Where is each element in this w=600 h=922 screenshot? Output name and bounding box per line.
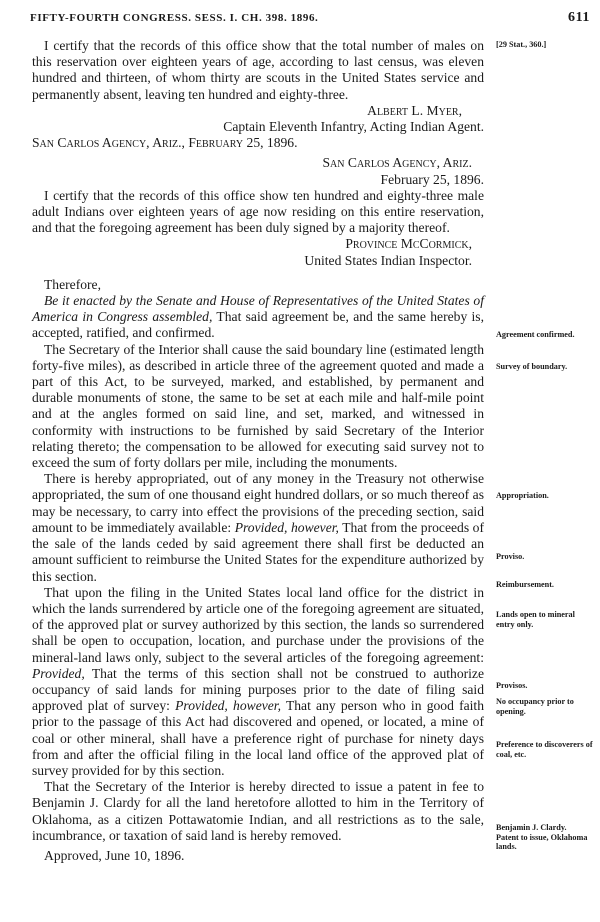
lands-text-3: That any person who in good faith prior to the passage of this Act had discovered and opened, or located, a mine of coal or other mineral, shall have a preference right of purchase for ninety days from and after the official filing in the local land office of the approved plat of survey provided for by this section. xyxy=(32,698,484,778)
margin-note-appropriation: Appropriation. xyxy=(496,491,549,500)
running-head: FIFTY-FOURTH CONGRESS. SESS. I. CH. 398. 1896. xyxy=(30,12,319,24)
page-number: 611 xyxy=(567,10,590,25)
approval-line: Approved, June 10, 1896. xyxy=(44,847,185,863)
survey-paragraph: The Secretary of the Interior shall cause the said boundary line (estimated length forty-five miles), as described in article three of the agreement quoted and made a part of this Act, to be surveyed, marked, and established, by permanent and durable monuments of stone, the same to be set at each mile and half-mile point and at the angles formed on said line, and set, marked, and witnessed in conformity with instructions to be furnished by said Secretary of the Interior relating thereto; the compensation to be allowed for executing said survey not to exceed the sum of forty dollars per mile, including the monuments. xyxy=(32,341,484,471)
margin-note-clardy xyxy=(496,823,594,852)
place-date-1: San Carlos Agency, Ariz., February 25, 1896. xyxy=(32,135,298,151)
lands-text-1: That upon the filing in the United States local land office for the district in which the lands surrendered by article one of the foregoing agreement are situated, of the approved plat or survey authorized by this section, the lands so surrendered shall be open to occupation, location, and purchase under the provisions of the mineral-land laws only, subject to the several articles of the foregoing agreement: xyxy=(32,584,484,665)
certificate-paragraph-1: I certify that the records of this office show that the total number of males on this reservation over eighteen years of age, according to last census, was eleven hundred and thirteen, of whom thirty are scouts in the United States service and permanently absent, leaving ten hundred and eighty-three. xyxy=(32,38,484,102)
appropriation-proviso: Provided, however, xyxy=(234,519,339,535)
appropriation-text-1: There is hereby appropriated, out of any money in the Treasury not otherwise appropriated, the sum of one thousand eight hundred dollars, or so much thereof as may be necessary, to carry into effect the provisions of the preceding section, said amount to be immediately available: xyxy=(32,471,484,535)
enacting-clause xyxy=(32,293,484,342)
appropriation-text-2: That from the proceeds of the sale of the lands ceded by said agreement there shall first be deducted an amount sufficient to reimburse the United States for the expenditure authorized by this section. xyxy=(32,519,484,584)
margin-note-clardy-name: Benjamin J. Clardy. xyxy=(496,823,567,832)
signature-1-name: Albert L. Myer, xyxy=(367,102,462,118)
margin-note-survey: Survey of boundary. xyxy=(496,362,568,371)
lands-proviso-1: Provided, xyxy=(32,665,85,681)
signature-2-title: United States Indian Inspector. xyxy=(304,252,472,268)
margin-note-no-occupancy: No occupancy prior to opening. xyxy=(496,697,574,716)
margin-note-agreement: Agreement confirmed. xyxy=(496,330,575,339)
margin-note-lands-open: Lands open to mineral entry only. xyxy=(496,610,575,629)
place-2: San Carlos Agency, Ariz. xyxy=(322,155,472,171)
date-2: February 25, 1896. xyxy=(380,171,484,187)
lands-text-2: That the terms of this section shall not be construed to authorize occupancy of said lands for mining purposes prior to the date of filing said approved plat of survey: xyxy=(32,665,484,714)
therefore-line: Therefore, xyxy=(44,276,101,292)
main-text xyxy=(32,38,484,864)
lands-proviso-2: Provided, however, xyxy=(175,698,281,714)
signature-1-title: Captain Eleventh Infantry, Acting Indian Agent. xyxy=(223,119,484,135)
lands-paragraph xyxy=(32,585,484,779)
appropriation-paragraph xyxy=(32,471,484,584)
certificate-paragraph-2: I certify that the records of this office show ten hundred and eighty-three male adult Indians over eighteen years of age now residing on this entire reservation, and that the foregoing agreement has been duly signed by a majority thereof. xyxy=(32,187,484,236)
margin-note-preference: Preference to discoverers of coal, etc. xyxy=(496,740,593,759)
margin-note-reimbursement: Reimbursement. xyxy=(496,580,554,589)
clardy-paragraph: That the Secretary of the Interior is hereby directed to issue a patent in fee to Benjamin J. Clardy for all the land heretofore allotted to him in the Territory of Oklahoma, as a citizen Pottawatomie Indian, and all restrictions as to the sale, incumbrance, or taxation of said land is hereby removed. xyxy=(32,779,484,843)
signature-2-name: Province McCormick, xyxy=(345,236,472,252)
margin-note-clardy-patent: Patent to issue, Oklahoma lands. xyxy=(496,832,588,852)
margin-note-proviso: Proviso. xyxy=(496,552,525,561)
enacting-rest: That said agreement be, and the same hereby is, accepted, ratified, and confirmed. xyxy=(32,309,484,341)
enacting-formula: Be it enacted by the Senate and House of Representatives of the United States of America in Congress assembled, xyxy=(32,293,484,325)
page-header xyxy=(30,10,590,28)
margin-note-stat-ref: [29 Stat., 360.] xyxy=(496,40,547,49)
margin-note-provisos: Provisos. xyxy=(496,681,528,690)
